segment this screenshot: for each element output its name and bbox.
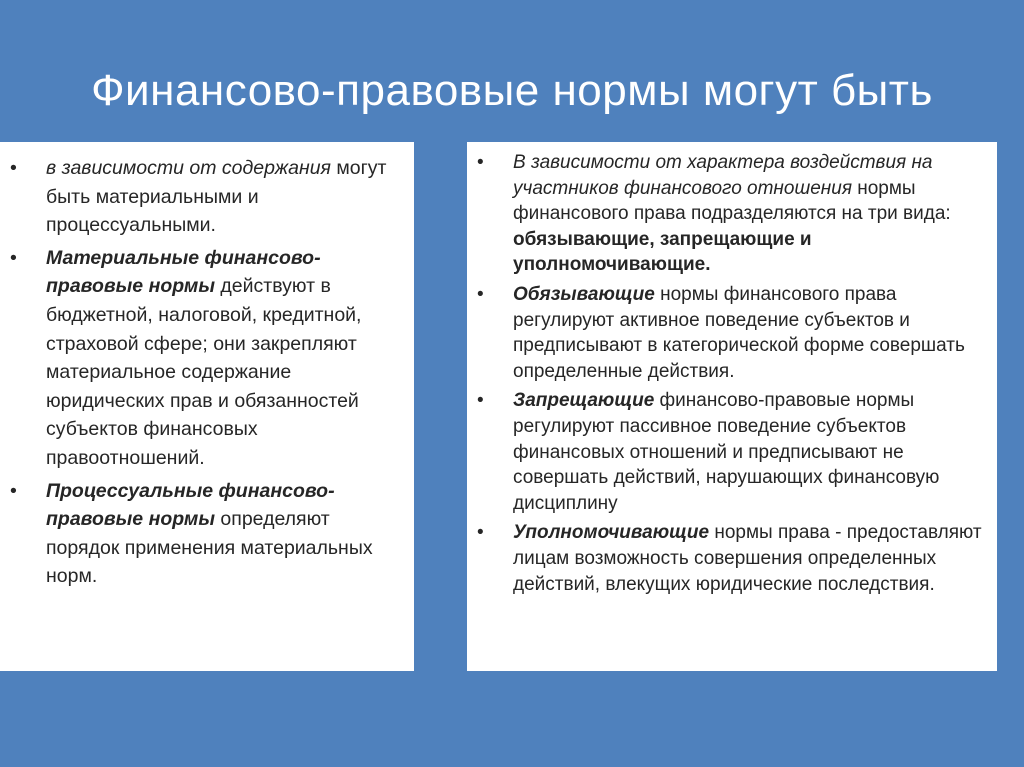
list-item xyxy=(475,150,985,278)
body-text: нормы права - предоставляют лицам возможность совершения определенных действий, влекущих юридические последствия. xyxy=(513,522,982,595)
left-content-box xyxy=(0,142,414,671)
bullet-icon: • xyxy=(477,283,484,305)
bullet-icon: • xyxy=(10,157,17,179)
body-text: могут быть материальными и процессуальными. xyxy=(46,157,387,237)
types-list-text: обязывающие, запрещающие и уполномочивающие. xyxy=(513,228,812,276)
body-text: финансово-правовые нормы регулируют пассивное поведение субъектов финансовых отношений и предписывают не совершать действий, нарушающих финансовую дисциплину xyxy=(513,390,940,514)
bullet-icon: • xyxy=(10,246,17,269)
slide-title: Финансово-правовые нормы могут быть xyxy=(91,66,933,115)
term-text: Уполномочивающие xyxy=(513,522,710,544)
left-bullet-list xyxy=(8,154,400,591)
body-text: определяют порядок применения материальных норм. xyxy=(46,508,373,588)
list-item xyxy=(475,388,985,516)
right-content-box xyxy=(467,142,997,671)
bullet-icon: • xyxy=(477,390,484,412)
term-text: Материальные финансово-правовые нормы xyxy=(46,246,321,298)
list-item xyxy=(8,154,400,240)
bullet-icon: • xyxy=(477,522,484,544)
emphasis-text: в зависимости от содержания xyxy=(46,157,331,179)
list-item xyxy=(475,520,985,597)
emphasis-text: В зависимости от характера воздействия на участников финансового отношения xyxy=(513,152,933,199)
term-text: Запрещающие xyxy=(513,390,655,412)
body-text: действуют в бюджетной, налоговой, кредитной, страховой сфере; они закрепляют материальное содержание юридических прав и обязанностей субъектов финансовых правоотношений. xyxy=(46,275,362,469)
body-text: нормы финансового права подразделяются на три вида: xyxy=(513,177,951,225)
list-item xyxy=(8,477,400,591)
right-bullet-list xyxy=(475,150,985,597)
list-item xyxy=(475,282,985,384)
term-text: Процессуальные финансово-правовые нормы xyxy=(46,479,335,531)
body-text: нормы финансового права регулируют активное поведение субъектов и предписывают в категорической форме совершать определенные действия. xyxy=(513,283,965,382)
bullet-icon: • xyxy=(10,479,17,502)
bullet-icon: • xyxy=(477,152,484,173)
list-item xyxy=(8,244,400,473)
term-text: Обязывающие xyxy=(513,283,655,305)
